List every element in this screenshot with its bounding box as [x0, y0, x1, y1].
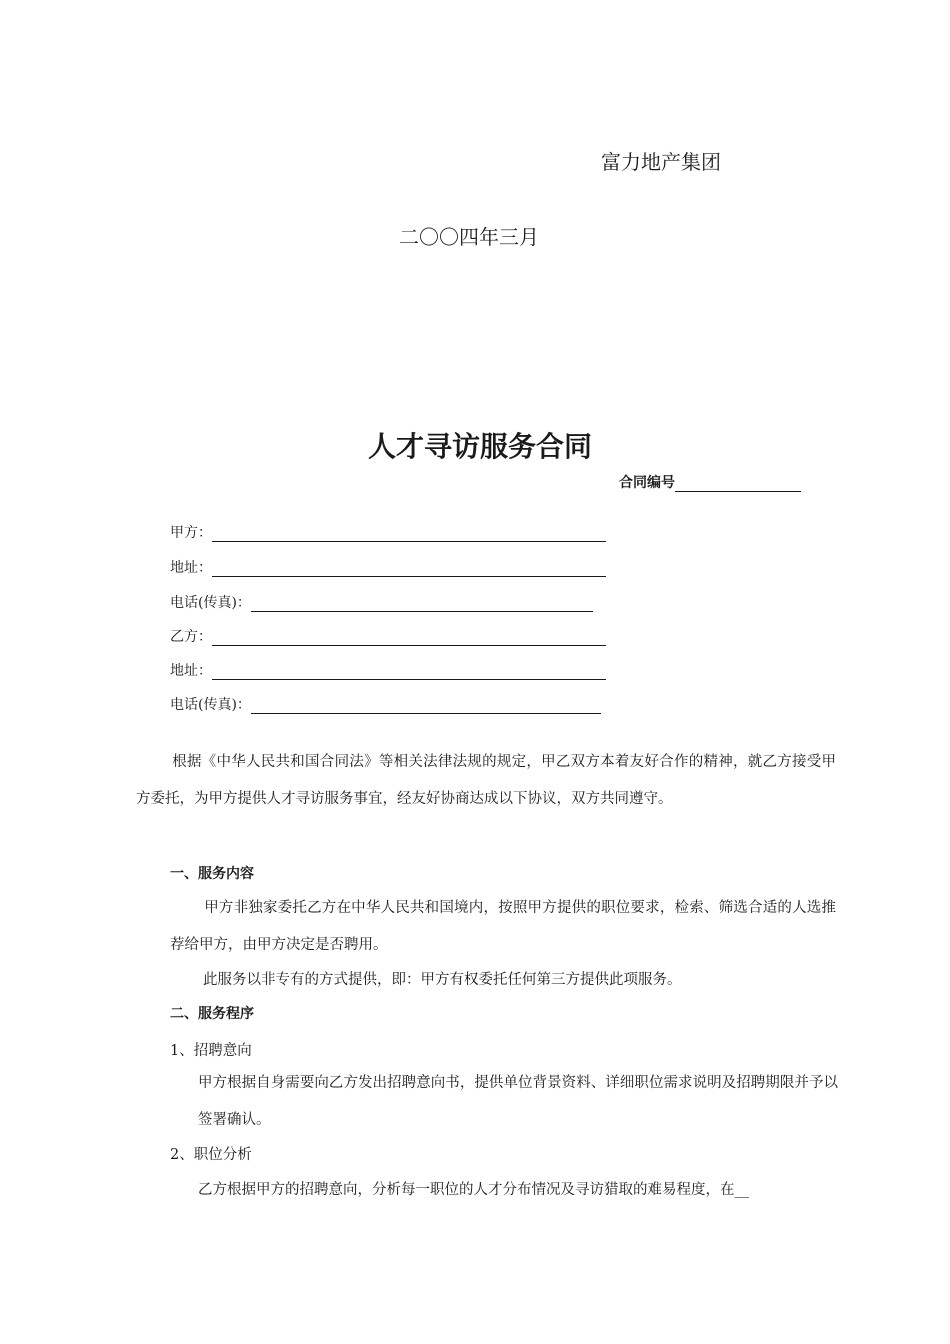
contract-number-blank — [675, 475, 801, 492]
party-a-address-label: 地址： — [170, 560, 212, 576]
party-a-address-blank — [212, 560, 606, 577]
section2-item2-text: 乙方根据甲方的招聘意向，分析每一职位的人才分布情况及寻访猎取的难易程度，在__ — [198, 1182, 749, 1198]
intro-text: 根据《中华人民共和国合同法》等相关法律法规的规定，甲乙双方本着友好合作的精神，就乙方接受甲方委托，为甲方提供人才寻访服务事宜，经友好协商达成以下协议，双方共同遵守。 — [136, 754, 836, 807]
cover-date: 二〇〇四年三月 — [399, 225, 539, 249]
company-name: 富力地产集团 — [601, 150, 721, 174]
party-a-phone-blank — [251, 595, 593, 612]
contract-number-label: 合同编号 — [619, 475, 675, 491]
party-b-address-label: 地址： — [170, 663, 212, 679]
party-b-address-blank — [212, 663, 606, 680]
section1-heading: 一、服务内容 — [170, 866, 254, 882]
contract-title: 人才寻访服务合同 — [367, 430, 592, 463]
party-a-label: 甲方： — [170, 525, 212, 541]
section1-paragraph1 — [170, 890, 836, 964]
section2-item2-title: 2、职位分析 — [170, 1147, 252, 1163]
party-b-field — [170, 626, 606, 646]
section2-item1-title: 1、招聘意向 — [170, 1043, 252, 1059]
party-a-blank — [212, 525, 606, 542]
party-a-phone-label: 电话(传真)： — [170, 595, 251, 611]
party-a-address-field — [170, 557, 606, 577]
party-b-blank — [212, 629, 606, 646]
party-b-label: 乙方： — [170, 629, 212, 645]
contract-number — [619, 472, 801, 492]
party-b-phone-blank — [251, 697, 601, 714]
section2-item1-text: 甲方根据自身需要向乙方发出招聘意向书，提供单位背景资料、详细职位需求说明及招聘期限并予以签署确认。 — [198, 1075, 838, 1128]
section1-para1-text: 甲方非独家委托乙方在中华人民共和国境内，按照甲方提供的职位要求，检索、筛选合适的人选推荐给甲方，由甲方决定是否聘用。 — [170, 900, 836, 953]
section1-paragraph2: 此服务以非专有的方式提供，即：甲方有权委托任何第三方提供此项服务。 — [203, 972, 682, 988]
section2-heading: 二、服务程序 — [170, 1006, 254, 1022]
party-a-field — [170, 522, 606, 542]
party-b-phone-label: 电话(传真)： — [170, 697, 251, 713]
party-a-phone-field — [170, 592, 593, 612]
intro-paragraph — [136, 744, 836, 818]
party-b-phone-field — [170, 694, 601, 714]
party-b-address-field — [170, 660, 606, 680]
